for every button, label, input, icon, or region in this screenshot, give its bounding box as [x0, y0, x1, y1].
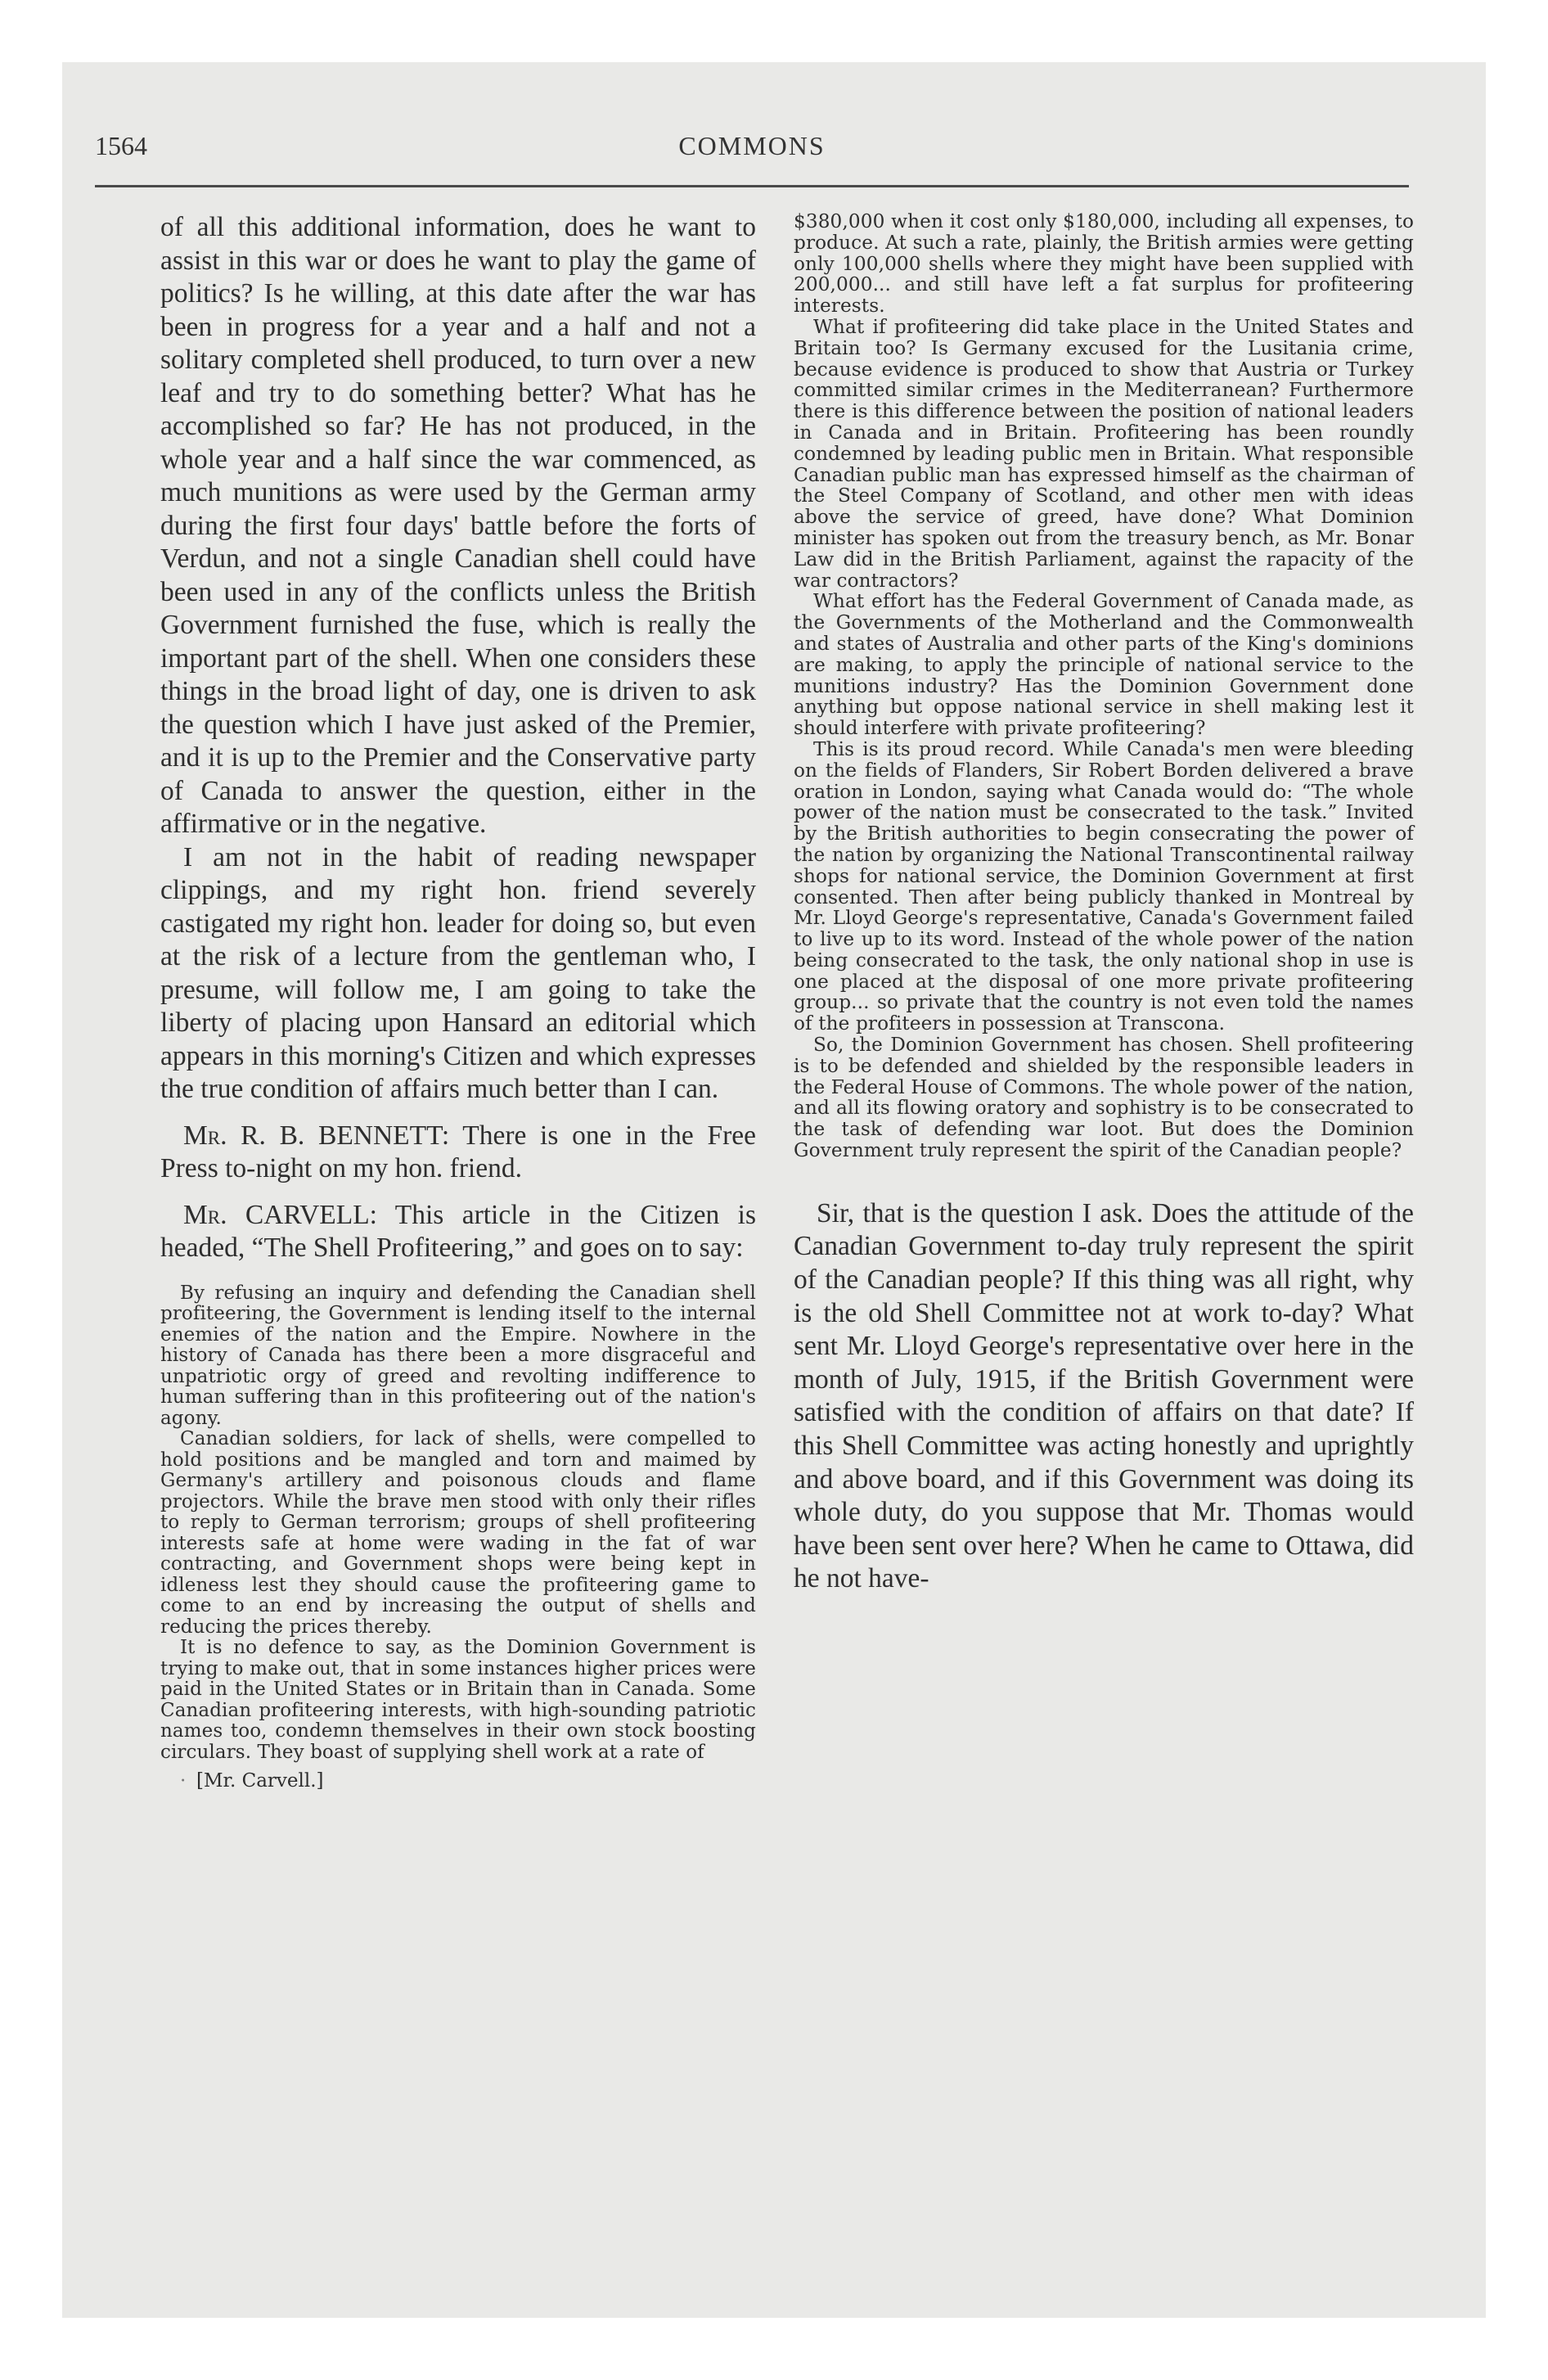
quote-paragraph: So, the Dominion Government has chosen. Shell profiteering is to be defended and shielded by the responsible leaders in the Federal House of Commons. The whole power of the nation, and all its flowing oratory and sophistry is to be consecrated to the task of defending war loot. But does the Dominion Government truly represent the spirit of the Canadian people?	[794, 1034, 1414, 1162]
header-rule	[95, 185, 1409, 187]
left-column	[160, 211, 756, 1792]
bennett-interjection	[160, 1120, 756, 1186]
quote-paragraph: By refusing an inquiry and defending the Canadian shell profiteering, the Government is lending itself to the internal enemies of the nation and the Empire. Nowhere in the history of Canada has there been a more disgraceful and unpatriotic orgy of greed and revolting indifference to human suffering than in this profiteering out of the nation's agony.	[160, 1282, 756, 1429]
right-column	[794, 211, 1414, 1596]
quoted-editorial	[160, 1283, 756, 1764]
dot-mark: ·	[180, 1770, 187, 1792]
speech-text: This article in the Citizen is headed, “The Shell Profiteering,” and goes on to say:	[160, 1199, 757, 1263]
speaker-name: Mr. CARVELL:	[183, 1199, 377, 1230]
quote-paragraph: It is no defence to say, as the Dominion Government is trying to make out, that in some instances higher prices were paid in the United States or in Britain than in Canada. Some Canadian profiteering interests, with high-sounding patriotic names too, condemn themselves in their own stock boosting circulars. They boast of supplying shell work at a rate of	[160, 1637, 756, 1763]
speaker-name: Mr. R. B. BENNETT:	[183, 1120, 450, 1151]
speech-paragraph: Sir, that is the question I ask. Does the attitude of the Canadian Government to-day truly represent the spirit of the Canadian people? If this thing was all right, why is the old Shell Committee not at work to-day? What sent Mr. Lloyd George's representative over here in the month of July, 1915, if the British Government were satisfied with the condition of affairs on that date? If this Shell Committee was acting honestly and uprightly and above board, and if this Government was doing its whole duty, do you suppose that Mr. Thomas would have been sent over here? When he came to Ottawa, did he not have-	[794, 1197, 1414, 1594]
speech-paragraph: I am not in the habit of reading newspaper clippings, and my right hon. friend severely castigated my right hon. leader for doing so, but even at the risk of a lecture from the gentleman who, I presume, will follow me, I am going to take the liberty of placing upon Hansard an editorial which appears in this morning's Citizen and which expresses the true condition of affairs much better than I can.	[160, 841, 756, 1104]
footer-text: [Mr. Carvell.]	[196, 1770, 324, 1792]
page-number: 1564	[95, 131, 147, 160]
speech-paragraph: of all this additional information, does he want to assist in this war or does he want to play the game of politics? Is he willing, at this date after the war has been in progress for a year and a half and not a solitary completed shell produced, to turn over a new leaf and try to do something better? What has he accomplished so far? He has not produced, in the whole year and a half since the war commenced, as much munitions as were used by the German army during the first four days' battle before the forts of Verdun, and not a single Canadian shell could have been used in any of the conflicts unless the British Government furnished the fuse, which is really the important part of the shell. When one considers these things in the broad light of day, one is driven to ask the question which I have just asked of the Premier, and it is up to the Premier and the Conservative party of Canada to answer the question, either in the affirmative or in the negative.	[160, 212, 756, 839]
quote-paragraph: What effort has the Federal Government of Canada made, as the Governments of the Motherland and the Commonwealth and states of Australia and other parts of the King's dominions are making, to apply the principle of national service to the munitions industry? Has the Dominion Government done anything but oppose national service in shell making lest it should interfere with private profiteering?	[794, 590, 1414, 740]
quote-paragraph: What if profiteering did take place in the United States and Britain too? Is Germany excused for the Lusitania crime, because evidence is produced to show that Austria or Turkey committed similar crimes in the Mediterranean? Furthermore there is this difference between the position of national leaders in Canada and in Britain. Profiteering has been roundly condemned by leading public men in Britain. What responsible Canadian public man has expressed himself as the chairman of the Steel Company of Scotland, and other men with ideas above the service of greed, have done? What Dominion minister has spoken out from the treasury bench, as Mr. Bonar Law did in the British Parliament, against the rapacity of the war contractors?	[794, 315, 1414, 592]
running-head: COMMONS	[678, 131, 826, 160]
speaker-footer	[160, 1769, 756, 1792]
quote-paragraph: Canadian soldiers, for lack of shells, were compelled to hold positions and be mangled and torn and maimed by Germany's artillery and poisonous clouds and flame projectors. While the brave men stood with only their rifles to reply to German terrorism; groups of shell profiteering interests safe at home were wading in the fat of war contracting, and Government shops were being kept in idleness lest they should cause the profiteering game to come to an end by increasing the output of shells and reducing the prices thereby.	[160, 1428, 756, 1638]
page-header	[95, 123, 1409, 172]
quote-paragraph: $380,000 when it cost only $180,000, including all expenses, to produce. At such a rate, plainly, the British armies were getting only 100,000 shells where they might have been supplied with 200,000... and still have left a fat surplus for profiteering interests.	[794, 210, 1414, 318]
interjection-text: There is one in the Free Press to-night on my hon. friend.	[160, 1120, 756, 1183]
carvell-speech	[160, 1199, 756, 1265]
quote-paragraph: This is its proud record. While Canada's men were bleeding on the fields of Flanders, Sir Robert Borden delivered a brave oration in London, saying what Canada would do: “The whole power of the nation must be consecrated to the task.” Invited by the British authorities to begin consecrating the power of the nation by organizing the National Transcontinental railway shops for national service, the Dominion Government at first consented. Then after being publicly thanked in Montreal by Mr. Lloyd George's representative, Canada's Government failed to live up to its word. Instead of the whole power of the nation being consecrated to the task, the only national shop in use is one placed at the disposal of one more private profiteering group... so private that the country is not even told the names of the profiteers in possession at Transcona.	[794, 737, 1414, 1035]
